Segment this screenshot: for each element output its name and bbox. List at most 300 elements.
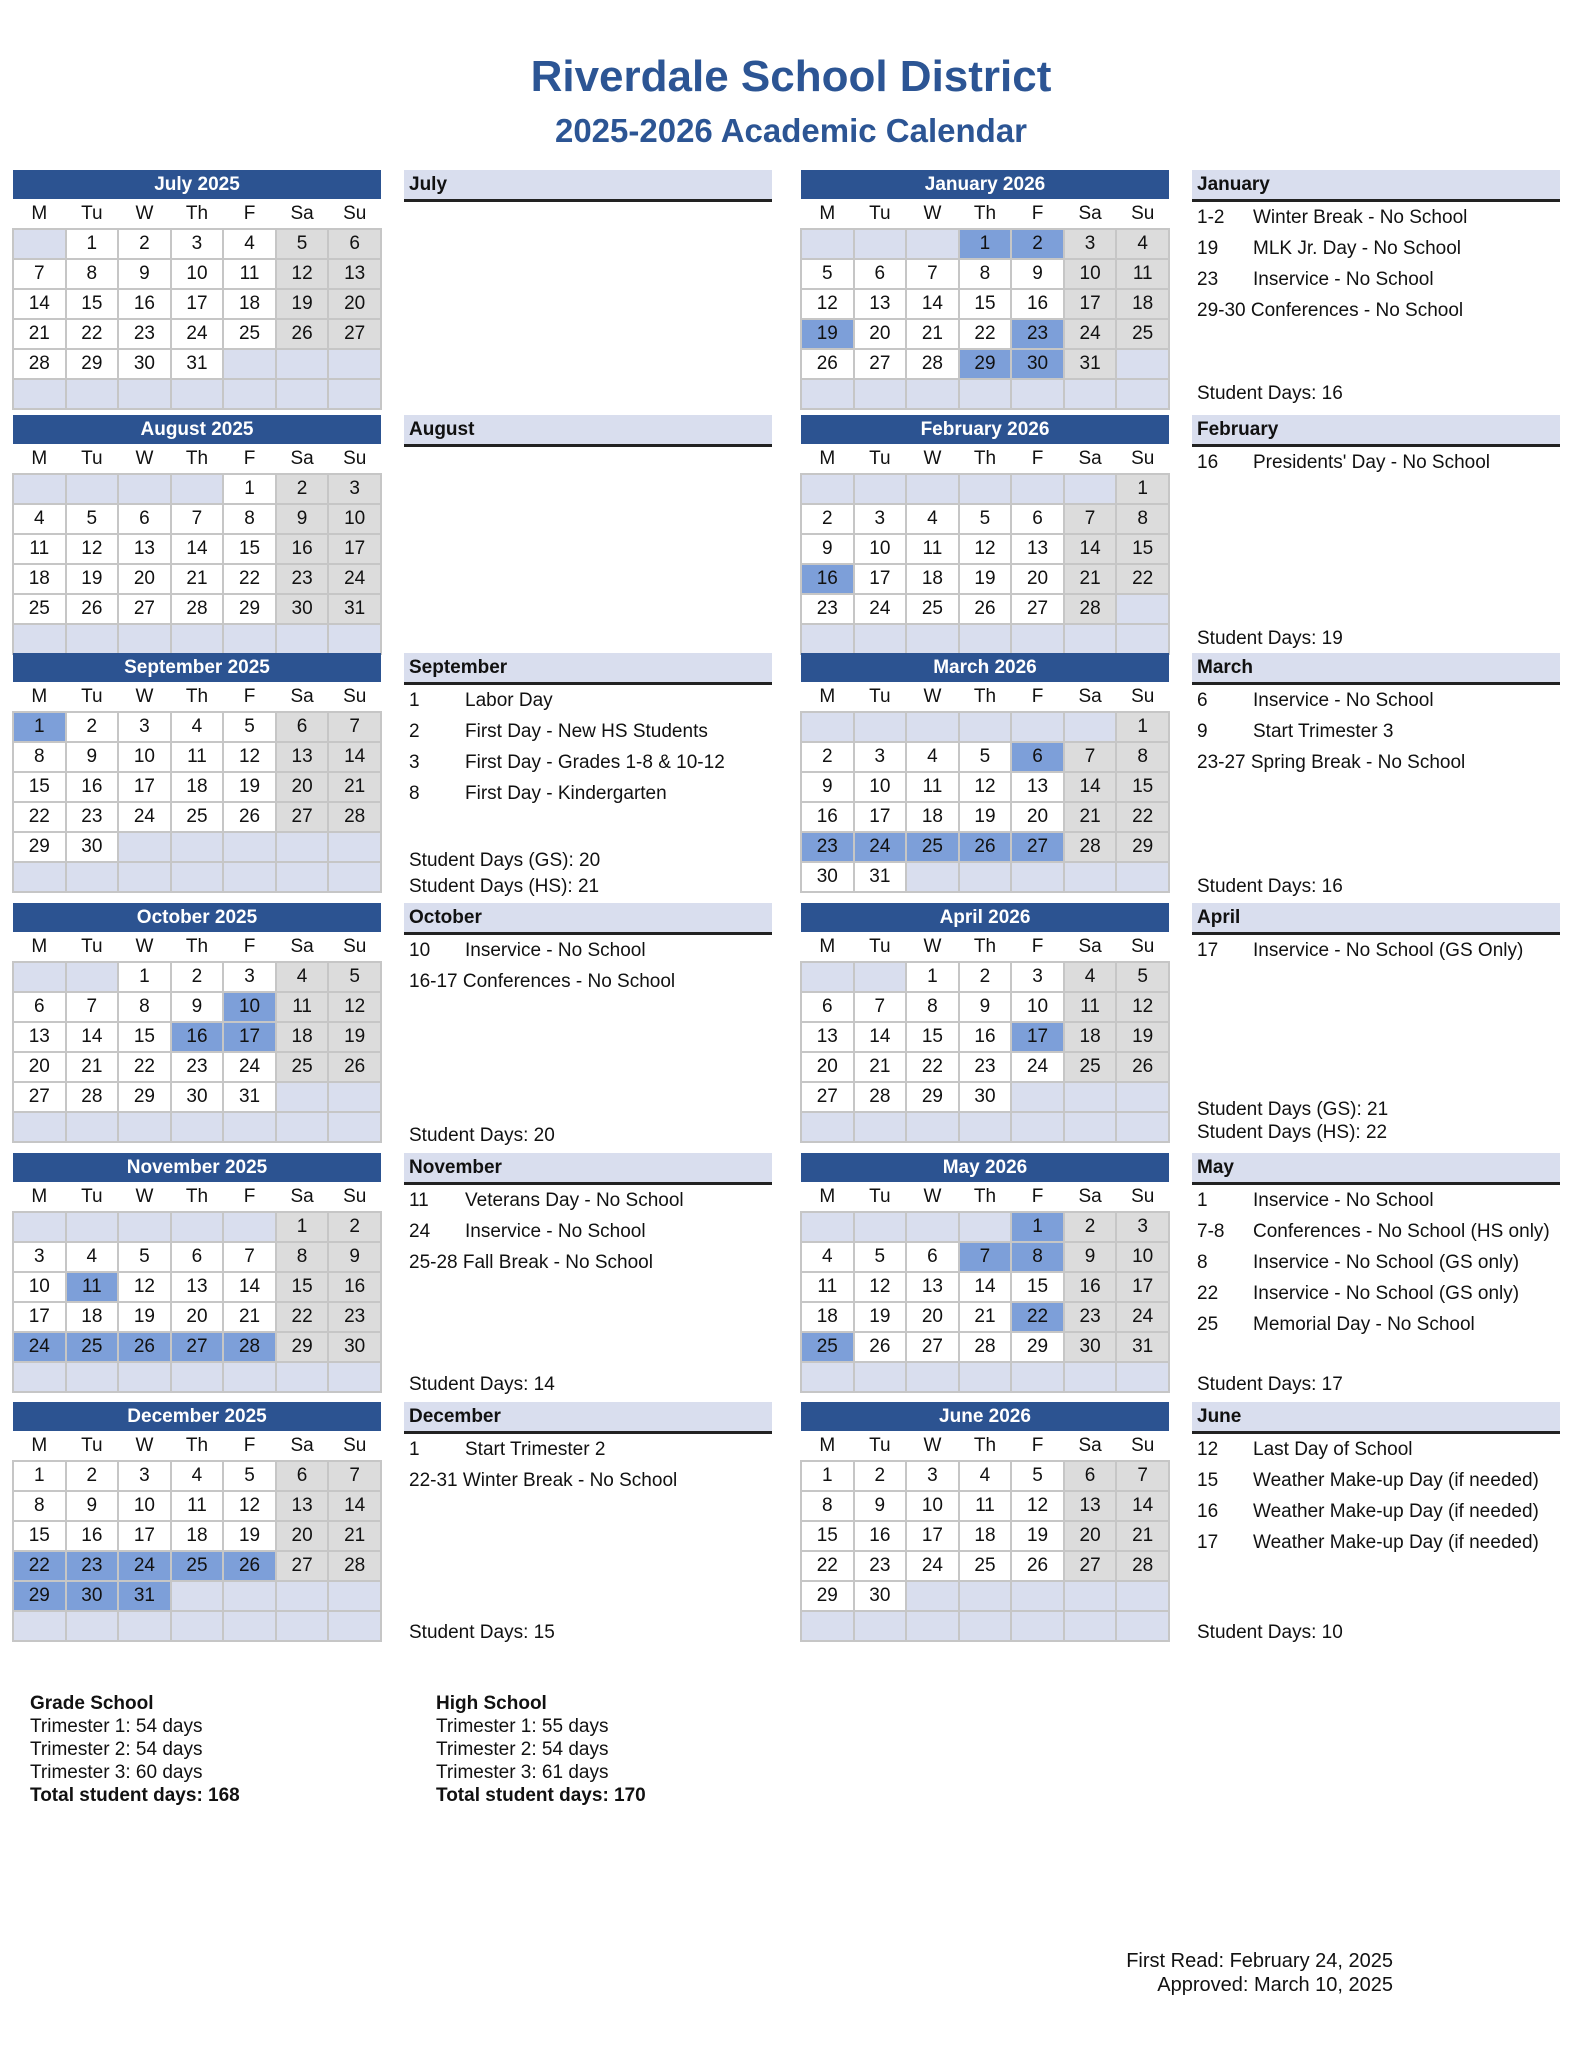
- empty-cell: [854, 379, 907, 409]
- day-cell: 24: [328, 564, 381, 594]
- weekday-label: Sa: [276, 199, 329, 229]
- empty-cell: [1116, 349, 1169, 379]
- empty-cell: [854, 1112, 907, 1142]
- student-days: Student Days: 20: [409, 1125, 555, 1146]
- student-days: Student Days: 10: [1197, 1622, 1343, 1643]
- day-cell: 22: [801, 1551, 854, 1581]
- day-cell: 15: [1011, 1272, 1064, 1302]
- day-cell: 4: [276, 962, 329, 992]
- day-cell: 8: [118, 992, 171, 1022]
- empty-cell: [171, 862, 224, 892]
- empty-cell: [1064, 712, 1117, 742]
- day-cell: 29: [13, 1581, 66, 1611]
- empty-cell: [13, 862, 66, 892]
- empty-cell: [13, 1112, 66, 1142]
- day-cell: 15: [959, 289, 1012, 319]
- empty-cell: [959, 624, 1012, 654]
- weekday-label: W: [118, 1182, 171, 1212]
- day-cell: 27: [276, 802, 329, 832]
- day-cell: 4: [801, 1242, 854, 1272]
- event-date: 7-8: [1197, 1221, 1225, 1242]
- month-grid: [12, 1153, 382, 1393]
- day-cell: 27: [854, 349, 907, 379]
- weekday-label: Tu: [66, 1431, 119, 1461]
- empty-cell: [1011, 1581, 1064, 1611]
- day-cell: 12: [66, 534, 119, 564]
- day-cell: 7: [1116, 1461, 1169, 1491]
- day-cell: 22: [1116, 802, 1169, 832]
- event-description: Conferences - No School (HS only): [1253, 1221, 1550, 1242]
- summary-line: Trimester 2: 54 days: [30, 1739, 203, 1760]
- empty-cell: [118, 832, 171, 862]
- event-description: Weather Make-up Day (if needed): [1253, 1470, 1539, 1491]
- day-cell: 7: [13, 259, 66, 289]
- day-cell: 21: [959, 1302, 1012, 1332]
- empty-cell: [1116, 1112, 1169, 1142]
- day-cell: 29: [276, 1332, 329, 1362]
- day-cell: 20: [1064, 1521, 1117, 1551]
- empty-cell: [1116, 1362, 1169, 1392]
- day-cell: 17: [171, 289, 224, 319]
- empty-cell: [1064, 624, 1117, 654]
- event-description: First Day - Grades 1-8 & 10-12: [465, 752, 725, 773]
- empty-cell: [223, 1581, 276, 1611]
- day-cell: 22: [906, 1052, 959, 1082]
- day-cell: 20: [328, 289, 381, 319]
- empty-cell: [223, 624, 276, 654]
- month-grid: [12, 653, 382, 893]
- month-grid: [12, 170, 382, 410]
- events-header: August: [404, 415, 772, 447]
- day-cell: 9: [1064, 1242, 1117, 1272]
- month-events: [1192, 903, 1560, 1143]
- weekday-label: Th: [171, 199, 224, 229]
- day-cell: 6: [1064, 1461, 1117, 1491]
- day-cell: 7: [223, 1242, 276, 1272]
- day-cell: 14: [959, 1272, 1012, 1302]
- day-cell: 8: [13, 1491, 66, 1521]
- day-cell: 29: [66, 349, 119, 379]
- day-cell: 16: [801, 802, 854, 832]
- day-cell: 15: [223, 534, 276, 564]
- weekday-label: Tu: [66, 199, 119, 229]
- weekday-label: W: [906, 1182, 959, 1212]
- month-header: May 2026: [801, 1153, 1169, 1182]
- weekday-label: M: [13, 1431, 66, 1461]
- day-cell: 25: [959, 1551, 1012, 1581]
- day-cell: 1: [276, 1212, 329, 1242]
- empty-cell: [171, 1611, 224, 1641]
- empty-cell: [1064, 1082, 1117, 1112]
- day-cell: 20: [118, 564, 171, 594]
- events-header: February: [1192, 415, 1560, 447]
- weekday-label: M: [801, 682, 854, 712]
- day-cell: 17: [118, 1521, 171, 1551]
- weekday-label: Sa: [1064, 1182, 1117, 1212]
- day-cell: 11: [959, 1491, 1012, 1521]
- day-cell: 21: [1116, 1521, 1169, 1551]
- event-item: [404, 1465, 772, 1496]
- day-cell: 28: [66, 1082, 119, 1112]
- day-cell: 2: [66, 1461, 119, 1491]
- empty-cell: [171, 1362, 224, 1392]
- day-cell: 5: [801, 259, 854, 289]
- month-events: [1192, 415, 1560, 655]
- day-cell: 9: [801, 772, 854, 802]
- month-header: October 2025: [13, 903, 381, 932]
- month-grid: [800, 903, 1170, 1143]
- day-cell: 30: [66, 1581, 119, 1611]
- day-cell: 12: [1011, 1491, 1064, 1521]
- calendar-subtitle: 2025-2026 Academic Calendar: [554, 112, 1028, 149]
- weekday-label: W: [906, 1431, 959, 1461]
- empty-cell: [276, 862, 329, 892]
- day-cell: 9: [66, 1491, 119, 1521]
- event-date: 22-31 Winter Break - No School: [409, 1470, 678, 1491]
- day-cell: 2: [66, 712, 119, 742]
- day-cell: 17: [854, 802, 907, 832]
- day-cell: 2: [959, 962, 1012, 992]
- empty-cell: [223, 1611, 276, 1641]
- empty-cell: [1064, 474, 1117, 504]
- weekday-label: Tu: [66, 444, 119, 474]
- event-item: [1192, 935, 1560, 966]
- empty-cell: [223, 832, 276, 862]
- month-events: [1192, 170, 1560, 410]
- event-date: 19: [1197, 238, 1219, 259]
- day-cell: 19: [328, 1022, 381, 1052]
- day-cell: 20: [13, 1052, 66, 1082]
- event-date: 15: [1197, 1470, 1219, 1491]
- summary-total: Total student days: 170: [436, 1785, 646, 1806]
- day-cell: 11: [223, 259, 276, 289]
- event-date: 3: [409, 752, 420, 773]
- day-cell: 14: [171, 534, 224, 564]
- empty-cell: [328, 862, 381, 892]
- day-cell: 23: [171, 1052, 224, 1082]
- day-cell: 5: [118, 1242, 171, 1272]
- day-cell: 26: [959, 832, 1012, 862]
- empty-cell: [276, 1611, 329, 1641]
- day-cell: 26: [1116, 1052, 1169, 1082]
- month-header: November 2025: [13, 1153, 381, 1182]
- day-cell: 29: [1116, 832, 1169, 862]
- month-header: February 2026: [801, 415, 1169, 444]
- weekday-label: Th: [171, 444, 224, 474]
- day-cell: 17: [854, 564, 907, 594]
- month-events: [404, 170, 772, 410]
- day-cell: 21: [66, 1052, 119, 1082]
- day-cell: 12: [801, 289, 854, 319]
- day-cell: 1: [906, 962, 959, 992]
- weekday-label: M: [13, 444, 66, 474]
- empty-cell: [1116, 594, 1169, 624]
- empty-cell: [223, 379, 276, 409]
- event-description: MLK Jr. Day - No School: [1253, 238, 1462, 259]
- day-cell: 20: [276, 772, 329, 802]
- day-cell: 19: [118, 1302, 171, 1332]
- day-cell: 22: [13, 1551, 66, 1581]
- month-header: December 2025: [13, 1402, 381, 1431]
- weekday-label: Sa: [1064, 682, 1117, 712]
- day-cell: 22: [66, 319, 119, 349]
- empty-cell: [801, 624, 854, 654]
- day-cell: 4: [906, 742, 959, 772]
- district-title: Riverdale School District: [530, 52, 1052, 101]
- weekday-label: F: [223, 932, 276, 962]
- day-cell: 14: [1064, 772, 1117, 802]
- weekday-label: Su: [1116, 932, 1169, 962]
- day-cell: 18: [171, 772, 224, 802]
- event-item: [1192, 1278, 1560, 1309]
- day-cell: 19: [1116, 1022, 1169, 1052]
- day-cell: 24: [13, 1332, 66, 1362]
- day-cell: 15: [13, 1521, 66, 1551]
- weekday-label: Sa: [276, 1182, 329, 1212]
- day-cell: 2: [801, 742, 854, 772]
- day-cell: 11: [171, 1491, 224, 1521]
- event-description: Start Trimester 2: [465, 1439, 606, 1460]
- day-cell: 27: [1011, 832, 1064, 862]
- day-cell: 6: [328, 229, 381, 259]
- day-cell: 23: [328, 1302, 381, 1332]
- day-cell: 19: [66, 564, 119, 594]
- day-cell: 4: [959, 1461, 1012, 1491]
- event-item: [1192, 747, 1560, 778]
- empty-cell: [118, 1212, 171, 1242]
- day-cell: 21: [854, 1052, 907, 1082]
- day-cell: 21: [1064, 802, 1117, 832]
- weekday-label: W: [906, 444, 959, 474]
- day-cell: 28: [223, 1332, 276, 1362]
- empty-cell: [1011, 1082, 1064, 1112]
- day-cell: 16: [66, 772, 119, 802]
- empty-cell: [854, 624, 907, 654]
- approval-note: [1120, 1949, 1393, 1997]
- empty-cell: [959, 1212, 1012, 1242]
- weekday-label: Tu: [66, 932, 119, 962]
- student-days: Student Days (GS): 21: [1197, 1099, 1389, 1120]
- day-cell: 24: [118, 802, 171, 832]
- high-school-summary: [436, 1692, 646, 1807]
- day-cell: 14: [906, 289, 959, 319]
- weekday-label: Tu: [854, 932, 907, 962]
- month-header: September 2025: [13, 653, 381, 682]
- day-cell: 21: [13, 319, 66, 349]
- day-cell: 13: [1011, 534, 1064, 564]
- empty-cell: [1011, 712, 1064, 742]
- empty-cell: [801, 712, 854, 742]
- weekday-label: F: [223, 682, 276, 712]
- day-cell: 24: [854, 832, 907, 862]
- empty-cell: [1011, 1362, 1064, 1392]
- day-cell: 30: [1064, 1332, 1117, 1362]
- weekday-label: W: [906, 199, 959, 229]
- day-cell: 27: [1011, 594, 1064, 624]
- month-grid: [800, 1402, 1170, 1642]
- empty-cell: [171, 474, 224, 504]
- event-date: 25-28 Fall Break - No School: [409, 1252, 653, 1273]
- weekday-label: Th: [959, 1431, 1012, 1461]
- day-cell: 6: [1011, 504, 1064, 534]
- day-cell: 8: [1116, 742, 1169, 772]
- event-item: [404, 935, 772, 966]
- weekday-label: F: [1011, 1431, 1064, 1461]
- day-cell: 29: [801, 1581, 854, 1611]
- day-cell: 31: [1116, 1332, 1169, 1362]
- event-item: [1192, 716, 1560, 747]
- day-cell: 24: [118, 1551, 171, 1581]
- weekday-label: Tu: [854, 1431, 907, 1461]
- event-item: [1192, 1434, 1560, 1465]
- day-cell: 11: [13, 534, 66, 564]
- empty-cell: [906, 1112, 959, 1142]
- empty-cell: [13, 962, 66, 992]
- day-cell: 7: [959, 1242, 1012, 1272]
- empty-cell: [801, 229, 854, 259]
- month-grid: [12, 903, 382, 1143]
- day-cell: 13: [906, 1272, 959, 1302]
- day-cell: 8: [13, 742, 66, 772]
- day-cell: 3: [118, 712, 171, 742]
- day-cell: 3: [223, 962, 276, 992]
- day-cell: 19: [276, 289, 329, 319]
- weekday-label: F: [223, 444, 276, 474]
- day-cell: 21: [328, 1521, 381, 1551]
- weekday-label: W: [118, 932, 171, 962]
- day-cell: 22: [1116, 564, 1169, 594]
- month-events: [404, 415, 772, 655]
- event-item: [1192, 1216, 1560, 1247]
- empty-cell: [171, 379, 224, 409]
- weekday-label: Su: [1116, 1182, 1169, 1212]
- month-header: July 2025: [13, 170, 381, 199]
- event-item: [1192, 295, 1560, 326]
- day-cell: 10: [1116, 1242, 1169, 1272]
- event-item: [1192, 1527, 1560, 1558]
- summary-line: Trimester 3: 61 days: [436, 1762, 609, 1783]
- day-cell: 5: [223, 1461, 276, 1491]
- day-cell: 30: [171, 1082, 224, 1112]
- day-cell: 2: [801, 504, 854, 534]
- day-cell: 20: [276, 1521, 329, 1551]
- empty-cell: [223, 1362, 276, 1392]
- weekday-label: F: [1011, 682, 1064, 712]
- events-header: April: [1192, 903, 1560, 935]
- month-events: [404, 1153, 772, 1393]
- month-grid: [800, 415, 1170, 655]
- events-header: July: [404, 170, 772, 202]
- day-cell: 9: [1011, 259, 1064, 289]
- empty-cell: [1116, 862, 1169, 892]
- student-days: Student Days: 16: [1197, 876, 1343, 897]
- day-cell: 26: [118, 1332, 171, 1362]
- weekday-label: F: [1011, 932, 1064, 962]
- day-cell: 5: [854, 1242, 907, 1272]
- day-cell: 18: [1064, 1022, 1117, 1052]
- day-cell: 3: [1011, 962, 1064, 992]
- month-header: March 2026: [801, 653, 1169, 682]
- day-cell: 17: [223, 1022, 276, 1052]
- day-cell: 11: [1064, 992, 1117, 1022]
- event-item: [404, 1185, 772, 1216]
- empty-cell: [1064, 1611, 1117, 1641]
- day-cell: 29: [1011, 1332, 1064, 1362]
- event-date: 23: [1197, 269, 1219, 290]
- day-cell: 8: [801, 1491, 854, 1521]
- empty-cell: [276, 1362, 329, 1392]
- day-cell: 27: [801, 1082, 854, 1112]
- day-cell: 2: [854, 1461, 907, 1491]
- day-cell: 27: [118, 594, 171, 624]
- day-cell: 30: [854, 1581, 907, 1611]
- day-cell: 13: [854, 289, 907, 319]
- events-header: May: [1192, 1153, 1560, 1185]
- empty-cell: [66, 1212, 119, 1242]
- day-cell: 11: [906, 534, 959, 564]
- day-cell: 23: [66, 1551, 119, 1581]
- day-cell: 24: [1064, 319, 1117, 349]
- day-cell: 1: [118, 962, 171, 992]
- day-cell: 6: [1011, 742, 1064, 772]
- day-cell: 30: [276, 594, 329, 624]
- day-cell: 13: [276, 1491, 329, 1521]
- student-days: Student Days (HS): 22: [1197, 1122, 1388, 1143]
- student-days: Student Days (GS): 20: [409, 850, 601, 871]
- day-cell: 8: [66, 259, 119, 289]
- empty-cell: [959, 379, 1012, 409]
- day-cell: 17: [1064, 289, 1117, 319]
- event-date: 6: [1197, 690, 1208, 711]
- day-cell: 25: [171, 1551, 224, 1581]
- day-cell: 16: [959, 1022, 1012, 1052]
- day-cell: 25: [801, 1332, 854, 1362]
- empty-cell: [276, 349, 329, 379]
- weekday-label: Su: [1116, 1431, 1169, 1461]
- day-cell: 3: [328, 474, 381, 504]
- event-description: Inservice - No School (GS only): [1253, 1252, 1520, 1273]
- month-events: [1192, 653, 1560, 897]
- day-cell: 8: [906, 992, 959, 1022]
- day-cell: 18: [801, 1302, 854, 1332]
- day-cell: 28: [959, 1332, 1012, 1362]
- empty-cell: [276, 1082, 329, 1112]
- event-description: Veterans Day - No School: [465, 1190, 684, 1211]
- empty-cell: [118, 1362, 171, 1392]
- day-cell: 13: [328, 259, 381, 289]
- weekday-label: F: [1011, 1182, 1064, 1212]
- day-cell: 18: [223, 289, 276, 319]
- day-cell: 16: [1011, 289, 1064, 319]
- summary-line: Trimester 1: 54 days: [30, 1716, 203, 1737]
- day-cell: 1: [801, 1461, 854, 1491]
- weekday-label: Sa: [1064, 199, 1117, 229]
- empty-cell: [66, 1362, 119, 1392]
- day-cell: 17: [118, 772, 171, 802]
- weekday-label: F: [223, 1431, 276, 1461]
- day-cell: 10: [1011, 992, 1064, 1022]
- event-item: [404, 778, 772, 809]
- empty-cell: [328, 1581, 381, 1611]
- day-cell: 27: [171, 1332, 224, 1362]
- day-cell: 5: [66, 504, 119, 534]
- day-cell: 26: [276, 319, 329, 349]
- day-cell: 4: [13, 504, 66, 534]
- weekday-label: M: [13, 932, 66, 962]
- day-cell: 16: [118, 289, 171, 319]
- empty-cell: [118, 1611, 171, 1641]
- empty-cell: [959, 1581, 1012, 1611]
